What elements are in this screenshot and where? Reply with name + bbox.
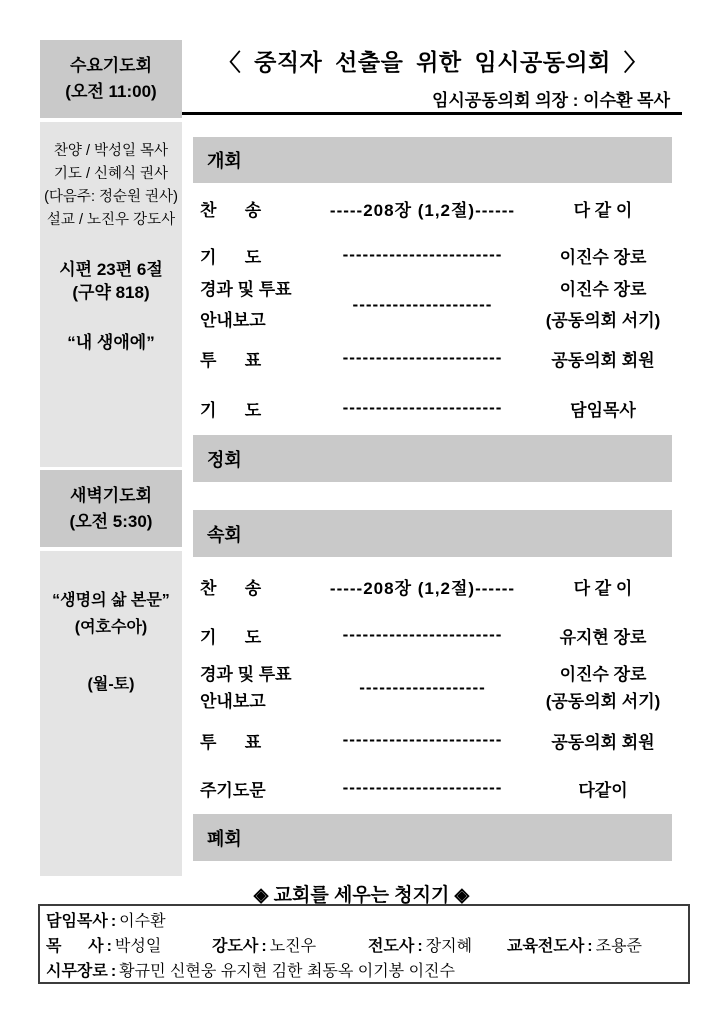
order-item-label: 기 도 [200,627,262,647]
order-item-label: 주기도문 [200,780,266,800]
staff-name: 이수환 [119,913,166,930]
staff-row-senior-pastor: 담임목사 : 이수환 [46,913,166,930]
sidebar [40,40,182,876]
staff-entry: 강도사 : 노진우 [212,938,317,955]
order-item-label: 기 도 [200,247,262,267]
order-row [193,621,672,649]
order-item-line: ------------------------ [342,348,503,367]
order-item-line: ------------------------ [342,778,503,797]
order-item-by: 공동의회 회원 [551,350,655,370]
dawn-reading-book: (여호수아) [74,619,148,636]
order-item-line: ------------------------ [342,730,503,749]
staff-name: 장지혜 [425,938,473,955]
wednesday-prayer-panel [40,122,182,467]
order-row [193,394,672,422]
scripture-reference: 시편 23편 6절 (구약 818) [59,260,163,302]
order-item-by: 이진수 장로 (공동의회 서기) [545,665,661,711]
roster-line: 설교 / 노진우 강도사 [46,212,176,228]
order-item-line: ------------------------ [342,398,503,417]
order-item-label: 투 표 [200,350,262,370]
order-item-by: 공동의회 회원 [551,732,655,752]
order-item-line: -----208장 (1,2절)------ [329,200,516,220]
wednesday-prayer-time: (오전 11:00) [65,82,157,101]
section-bar-opening: 개회 [193,137,672,183]
order-item-line: ------------------------ [342,245,503,264]
chairman-line: 임시공동의회 의장 : 이수환 목사 [431,91,670,110]
order-row [193,241,672,269]
order-item-by: 다 같 이 [573,578,633,598]
motto-line: ◈ 교회를 세우는 청지기 ◈ [253,885,470,906]
order-item-label: 찬 송 [200,578,262,598]
staff-role: 목 사 [46,938,104,955]
header-rule [182,112,682,115]
dawn-reading-days: (월-토) [87,676,135,693]
roster-line: 기도 / 신혜식 권사 [53,166,169,182]
order-item-label: 경과 및 투표 안내보고 [200,280,292,330]
order-item-label: 투 표 [200,732,262,752]
order-item-by: 유지현 장로 [559,627,647,647]
staff-name: 황규민 신현웅 유지현 김한 최동옥 이기봉 이진수 [119,963,455,980]
roster-line: 찬양 / 박성일 목사 [53,143,169,159]
order-row [193,661,672,715]
order-item-label: 기 도 [200,400,262,420]
order-row [193,344,672,372]
staff-row-elders: 시무장로 : 황규민 신현웅 유지현 김한 최동옥 이기봉 이진수 [46,963,455,980]
order-item-by: 다 같 이 [573,200,633,220]
dawn-prayer-time: (오전 5:30) [69,511,153,531]
order-item-label: 찬 송 [200,200,262,220]
dawn-prayer-panel [40,551,182,876]
staff-role: 강도사 [212,938,259,955]
staff-name: 조용준 [595,938,642,955]
order-row [193,726,672,754]
staff-name: 노진우 [269,938,317,955]
order-item-by: 다같이 [578,780,628,800]
section-bar-adjourn: 정회 [193,435,672,482]
staff-name: 박성일 [114,938,162,955]
order-of-service [193,0,672,1024]
dawn-prayer-header [40,470,182,547]
staff-role: 시무장로 [46,963,108,980]
section-bar-resume: 속회 [193,510,672,557]
staff-role: 교육전도사 [507,938,585,955]
staff-entry: 전도사 : 장지혜 [368,938,473,955]
staff-entry: 교육전도사 : 조용준 [507,938,642,955]
section-bar-closing: 폐회 [193,814,672,861]
hymn-title: “내 생애에” [67,333,155,352]
order-item-by: 이진수 장로 (공동의회 서기) [545,280,661,330]
staff-role: 담임목사 [46,913,108,930]
order-row [193,274,672,336]
dawn-reading-title: “생명의 삶 본문” [52,592,170,609]
order-row [193,194,672,222]
order-item-line: -----208장 (1,2절)------ [329,578,516,598]
order-item-line: --------------------- [352,295,493,314]
dawn-prayer-title: 새벽기도회 [69,485,153,505]
order-item-label: 경과 및 투표 안내보고 [200,665,292,711]
page-title: 〈 중직자 선출을 위한 임시공동의회 〉 [217,49,648,75]
wednesday-prayer-header [40,40,182,118]
order-item-line: ------------------- [359,678,486,697]
staff-row-ministers [46,934,688,959]
wednesday-prayer-title: 수요기도회 [69,56,153,75]
staff-role: 전도사 [368,938,415,955]
order-row [193,572,672,600]
staff-roster-box [38,904,690,984]
order-item-line: ------------------------ [342,625,503,644]
roster-line: (다음주: 정순원 권사) [44,189,178,205]
order-row [193,774,672,802]
staff-entry: 목 사 : 박성일 [46,938,162,955]
order-item-by: 이진수 장로 [559,247,647,267]
order-item-by: 담임목사 [570,400,636,420]
